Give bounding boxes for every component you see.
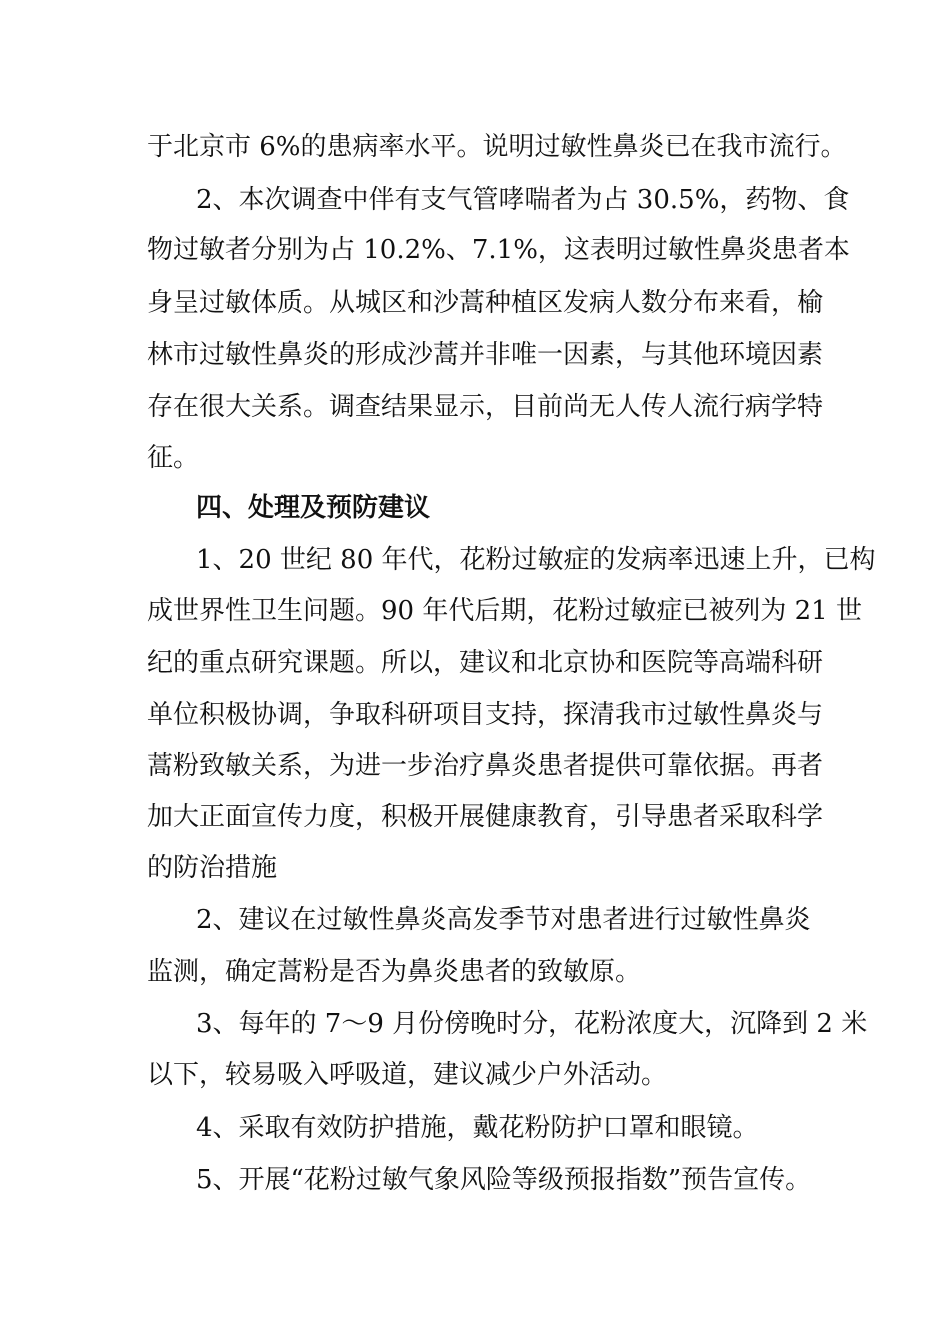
paragraph-line: 的防治措施 <box>147 853 278 883</box>
paragraph-line: 身呈过敏体质。从城区和沙蒿种植区发病人数分布来看，榆 <box>147 288 824 318</box>
paragraph-line: 存在很大关系。调查结果显示，目前尚无人传人流行病学特 <box>147 392 824 422</box>
paragraph-line: 4、采取有效防护措施，戴花粉防护口罩和眼镜。 <box>196 1113 759 1143</box>
section-heading: 四、处理及预防建议 <box>196 493 431 523</box>
paragraph-line: 2、建议在过敏性鼻炎高发季节对患者进行过敏性鼻炎 <box>196 905 811 935</box>
paragraph-line: 纪的重点研究课题。所以，建议和北京协和医院等高端科研 <box>147 648 824 678</box>
paragraph-line: 3、每年的 7～9 月份傍晚时分，花粉浓度大，沉降到 2 米 <box>196 1009 868 1039</box>
paragraph-line: 以下，较易吸入呼吸道，建议减少户外活动。 <box>147 1060 668 1090</box>
paragraph-line: 5、开展“花粉过敏气象风险等级预报指数”预告宣传。 <box>196 1165 812 1195</box>
paragraph-line: 监测，确定蒿粉是否为鼻炎患者的致敏原。 <box>147 957 642 987</box>
paragraph-line: 1、20 世纪 80 年代，花粉过敏症的发病率迅速上升，已构 <box>196 545 876 575</box>
paragraph-line: 蒿粉致敏关系，为进一步治疗鼻炎患者提供可靠依据。再者 <box>147 751 824 781</box>
paragraph-line: 物过敏者分别为占 10.2%、7.1%，这表明过敏性鼻炎患者本 <box>147 235 850 265</box>
paragraph-line: 2、本次调查中伴有支气管哮喘者为占 30.5%，药物、食 <box>196 185 850 215</box>
paragraph-line: 成世界性卫生问题。90 年代后期，花粉过敏症已被列为 21 世 <box>147 596 862 626</box>
paragraph-line: 单位积极协调，争取科研项目支持，探清我市过敏性鼻炎与 <box>147 700 824 730</box>
paragraph-line: 于北京市 6%的患病率水平。说明过敏性鼻炎已在我市流行。 <box>147 132 847 162</box>
paragraph-line: 征。 <box>147 443 200 473</box>
paragraph-line: 加大正面宣传力度，积极开展健康教育，引导患者采取科学 <box>147 802 824 832</box>
paragraph-line: 林市过敏性鼻炎的形成沙蒿并非唯一因素，与其他环境因素 <box>147 340 824 370</box>
